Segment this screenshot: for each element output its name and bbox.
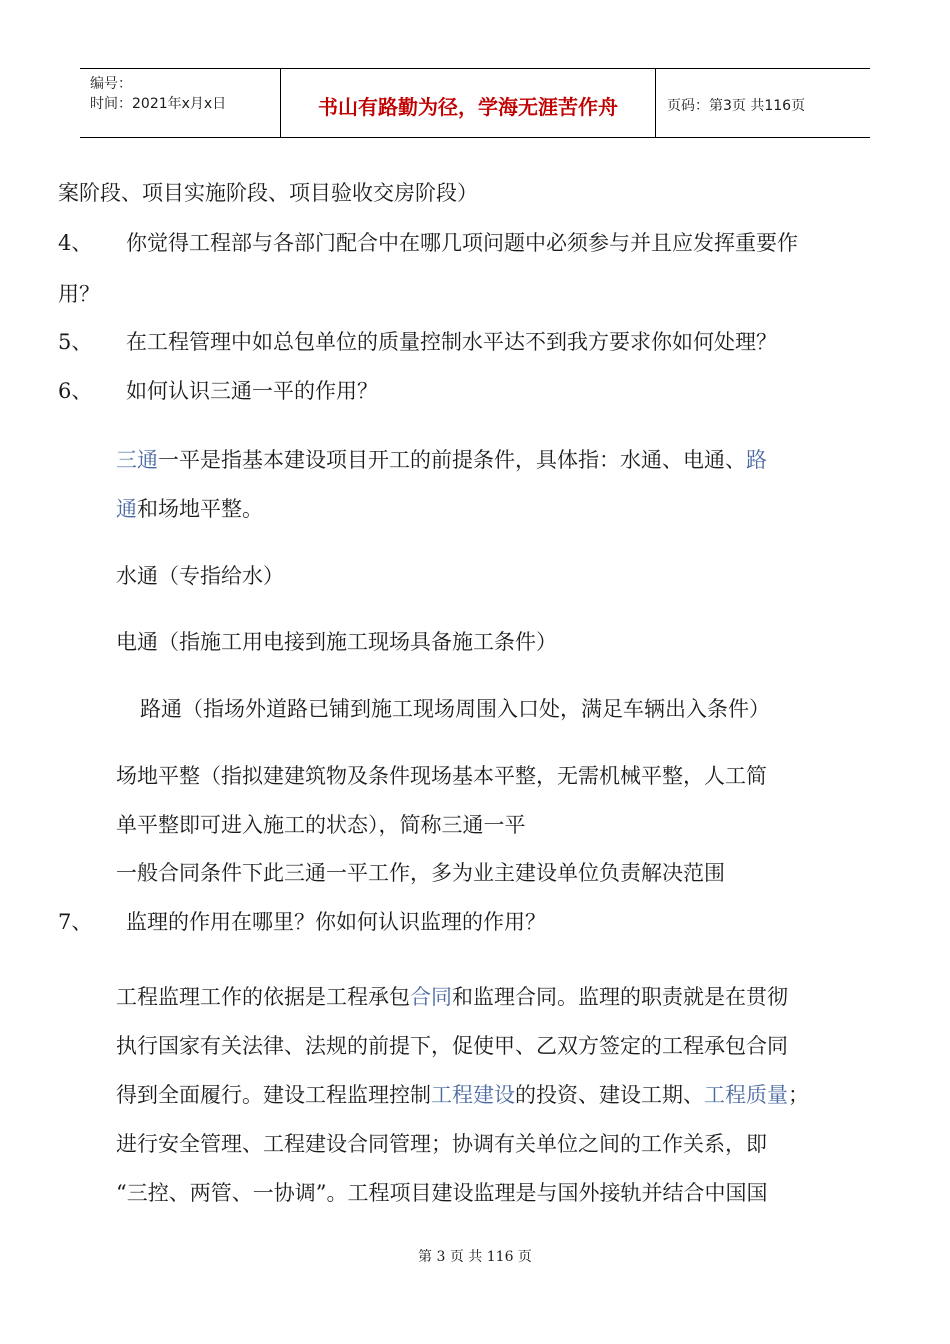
question-6-text: 如何认识三通一平的作用？ — [126, 379, 378, 403]
link-road-continued[interactable]: 通 — [116, 497, 137, 521]
header-middle-cell — [280, 69, 656, 137]
question-4-number: 4、 — [58, 231, 93, 255]
header-left-cell — [80, 69, 280, 137]
paragraph-text: 一平是指基本建设项目开工的前提条件，具体指：水通、电通、 — [158, 448, 746, 472]
question-7-number: 7、 — [58, 910, 93, 934]
three-links-paragraph-line-1 — [116, 445, 767, 475]
intro-line: 案阶段、项目实施阶段、项目验收交房阶段） — [58, 181, 478, 205]
page-header — [80, 68, 870, 138]
link-contract[interactable]: 合同 — [410, 985, 452, 1009]
three-links-paragraph-line-2 — [116, 494, 263, 524]
number-label: 编号： — [90, 76, 132, 92]
site-leveling-line-2: 单平整即可进入施工的状态），简称三通一平 — [116, 813, 526, 837]
question-7-text: 监理的作用在哪里？你如何认识监理的作用？ — [126, 910, 546, 934]
paragraph-text: 和监理合同。监理的职责就是在贯彻 — [452, 985, 788, 1009]
supervision-line-3 — [116, 1080, 809, 1110]
question-4-continuation: 用？ — [58, 282, 100, 306]
link-road[interactable]: 路 — [746, 448, 767, 472]
motto: 书山有路勤为径，学海无涯苦作舟 — [318, 95, 618, 119]
supervision-line-5: “三控、两管、一协调”。工程项目建设监理是与国外接轨并结合中国国 — [116, 1181, 768, 1205]
header-right-cell — [655, 69, 870, 137]
link-construction[interactable]: 工程建设 — [431, 1083, 515, 1107]
supervision-line-2: 执行国家有关法律、法规的前提下，促使甲、乙双方签定的工程承包合同 — [116, 1034, 788, 1058]
question-5-text: 在工程管理中如总包单位的质量控制水平达不到我方要求你如何处理？ — [126, 330, 777, 354]
question-6-number: 6、 — [58, 379, 93, 403]
paragraph-text: 和场地平整。 — [137, 497, 263, 521]
site-leveling-line-1: 场地平整（指拟建建筑物及条件现场基本平整，无需机械平整，人工简 — [116, 764, 767, 788]
paragraph-text: 的投资、建设工期、 — [515, 1083, 704, 1107]
water-item: 水通（专指给水） — [116, 564, 284, 588]
link-quality[interactable]: 工程质量 — [704, 1083, 788, 1107]
question-4-text: 你觉得工程部与各部门配合中在哪几项问题中必须参与并且应发挥重要作 — [126, 231, 798, 255]
paragraph-text: 工程监理工作的依据是工程承包 — [116, 985, 410, 1009]
electric-item: 电通（指施工用电接到施工现场具备施工条件） — [116, 630, 557, 654]
supervision-line-1 — [116, 982, 788, 1012]
general-contract-line: 一般合同条件下此三通一平工作，多为业主建设单位负责解决范围 — [116, 861, 725, 885]
road-item: 路通（指场外道路已铺到施工现场周围入口处，满足车辆出入条件） — [140, 697, 770, 721]
page-code: 页码：第3页 共116页 — [667, 98, 806, 114]
page-footer: 第 3 页 共 116 页 — [418, 1249, 532, 1265]
question-5-number: 5、 — [58, 330, 93, 354]
paragraph-text: 得到全面履行。建设工程监理控制 — [116, 1083, 431, 1107]
paragraph-text: ； — [788, 1083, 809, 1107]
link-three-links[interactable]: 三通 — [116, 448, 158, 472]
date-label: 时间：2021年x月x日 — [90, 96, 227, 112]
supervision-line-4: 进行安全管理、工程建设合同管理；协调有关单位之间的工作关系，即 — [116, 1132, 767, 1156]
